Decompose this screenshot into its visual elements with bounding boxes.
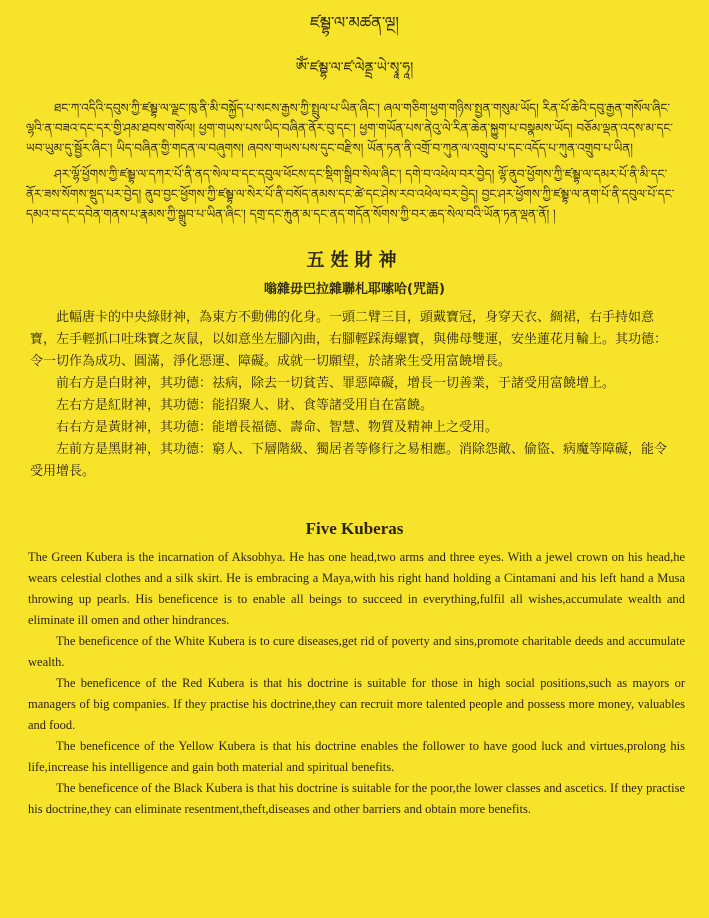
tibetan-paragraph: ཤར་ལྷོ་ཕྱོགས་ཀྱི་ཛམྦྷ་ལ་དཀར་པོ་ནི་ནད་སེལ་བ་དང་དབུལ་ཕོངས་དང་སྡིག་སྒྲིབ་སེལ་ཞིང་། དགེ་བ་འཕེལ་བར་བྱེད། ལྷོ་ནུབ་ཕྱོགས་ཀྱི་ཛམྦྷ་ལ་དམར་པོ་ནི་མི་དང་ནོར་ཟས་སོགས་སྡུད་པར་བྱེད། ནུབ་བྱང་ཕྱོགས་ཀྱི་ཛམྦྷ་ལ་སེར་པོ་ནི་བསོད་ནམས་དང་ཚེ་དང་ཤེས་རབ་འཕེལ་བར་བྱེད། བྱང་ཤར་ཕྱོགས་ཀྱི་ཛམྦྷ་ལ་ནག་པོ་ནི་དབུལ་པོ་དང་དམའ་བ་དང་དབེན་གནས་པ་རྣམས་ཀྱི་སྒྲུབ་པ་ཡིན་ཞིང་། དགྲ་དང་རྐུན་མ་དང་ནད་གདོན་སོགས་ཀྱི་བར་ཆད་སེལ་བའི་ཡོན་ཏན་ལྡན་ནོ། ། [26,167,675,221]
chinese-paragraph: 前右方是白財神，其功德：祛病，除去一切貧苦、罪惡障礙，增長一切善業，于諸受用富饒增上。 [56,376,616,391]
english-paragraph: The Green Kubera is the incarnation of Aksobhya. He has one head,two arms and three eyes. With a jewel crown on his head,he wears celestial clothes and a silk skirt. He is embracing a Maya,with his right hand holding a Cintamani and his left hand a Musa throwing up pearls. His beneficence is to enable all beings to succeed in everything,fulfil all wishes,accumulate wealth and eliminate ill omen and other hindrances. [28,550,685,627]
tibetan-title: ཛམྦྷ་ལ་མཚན་ལྔ། [310,13,399,32]
chinese-paragraph: 右右方是黃財神，其功德：能增長福德、壽命、智慧、物質及精神上之受用。 [56,420,499,435]
english-paragraph: The beneficence of the Black Kubera is that his doctrine is suitable for the poor,the lower classes and ascetics. If they practise his doctrine,they can eliminate resentment,theft,diseases and other barriers and obtain more benefits. [28,781,685,816]
chinese-paragraph: 此幅唐卡的中央綠財神，為東方不動佛的化身。一頭二臂三目，頭戴寶冠，身穿天衣、綢裙，右手持如意寶，左手輕抓口吐珠寶之灰鼠，以如意坐左腳內曲，右腳輕踩海螺寶，與佛母雙運，安坐蓮花月輪上。其功德：令一切作為成功、圓滿，淨化惡運、障礙。成就一切願望，於諸衆生受用富饒增長。 [30,310,668,369]
english-title: Five Kuberas [305,519,404,538]
tibetan-paragraph: ཐང་ཀ་འདིའི་དབུས་ཀྱི་ཛམྦྷ་ལ་ལྗང་ཁུ་ནི་མི་བསྐྱོད་པ་སངས་རྒྱས་ཀྱི་སྤྲུལ་པ་ཡིན་ཞིང་། ཞལ་གཅིག་ཕྱག་གཉིས་སྤྱན་གསུམ་ཡོད། རིན་པོ་ཆེའི་དབུ་རྒྱན་གསོལ་ཞིང་ལྷའི་ན་བཟའ་དང་དར་གྱི་ཤམ་ཐབས་གསོལ། ཕྱག་གཡས་པས་ཡིད་བཞིན་ནོར་བུ་དང་། ཕྱག་གཡོན་པས་ནེའུ་ལེ་རིན་ཆེན་སྐྱུག་པ་བསྣམས་ཡོད། བཅོམ་ལྡན་འདས་མ་དང་ཡབ་ཡུམ་དུ་སྦྱོར་ཞིང་། ཡིད་བཞིན་གྱི་གདན་ལ་བཞུགས། ཞབས་གཡས་པས་དུང་བརྫིས། ཡོན་ཏན་ནི་འགྲོ་བ་ཀུན་ལ་འགྲུབ་པ་དང་འདོད་པ་ཀུན་འགྲུབ་པ་ཡིན། [26,101,673,155]
chinese-title: 五姓財神 [306,250,403,271]
english-paragraph: The beneficence of the Yellow Kubera is that his doctrine enables the follower to have good luck and virtues,prolong his life,increase his intelligence and gain both material and spiritual benefits. [28,739,685,774]
tibetan-mantra: ཨོཾ་ཛམྦྷ་ལ་ཛ་ལེནྡྲ་ཡེ་སྭཱ་ཧཱ། [295,60,414,76]
tibetan-text-block [26,98,683,224]
english-paragraph: The beneficence of the White Kubera is to cure diseases,get rid of poverty and sins,promote charitable deeds and accumulate wealth. [28,634,685,669]
english-text-block [28,547,685,820]
english-paragraph: The beneficence of the Red Kubera is that his doctrine is suitable for those in high social positions,such as mayors or managers of big companies. If they practise his doctrine,they can recruit more talented people and possess more money, valuables and food. [28,676,685,732]
chinese-mantra: 嗡雜毋巴拉雜聯札耶嗦哈(咒語) [264,282,445,297]
chinese-paragraph: 左右方是紅財神，其功德：能招聚人、財、食等諸受用自在富饒。 [56,398,434,413]
chinese-paragraph: 左前方是黑財神，其功德：窮人、下層階級、獨居者等修行之易相應。消除怨敵、偷盜、病魔等障礙，能令受用增長。 [30,442,668,479]
chinese-text-block [30,307,679,483]
